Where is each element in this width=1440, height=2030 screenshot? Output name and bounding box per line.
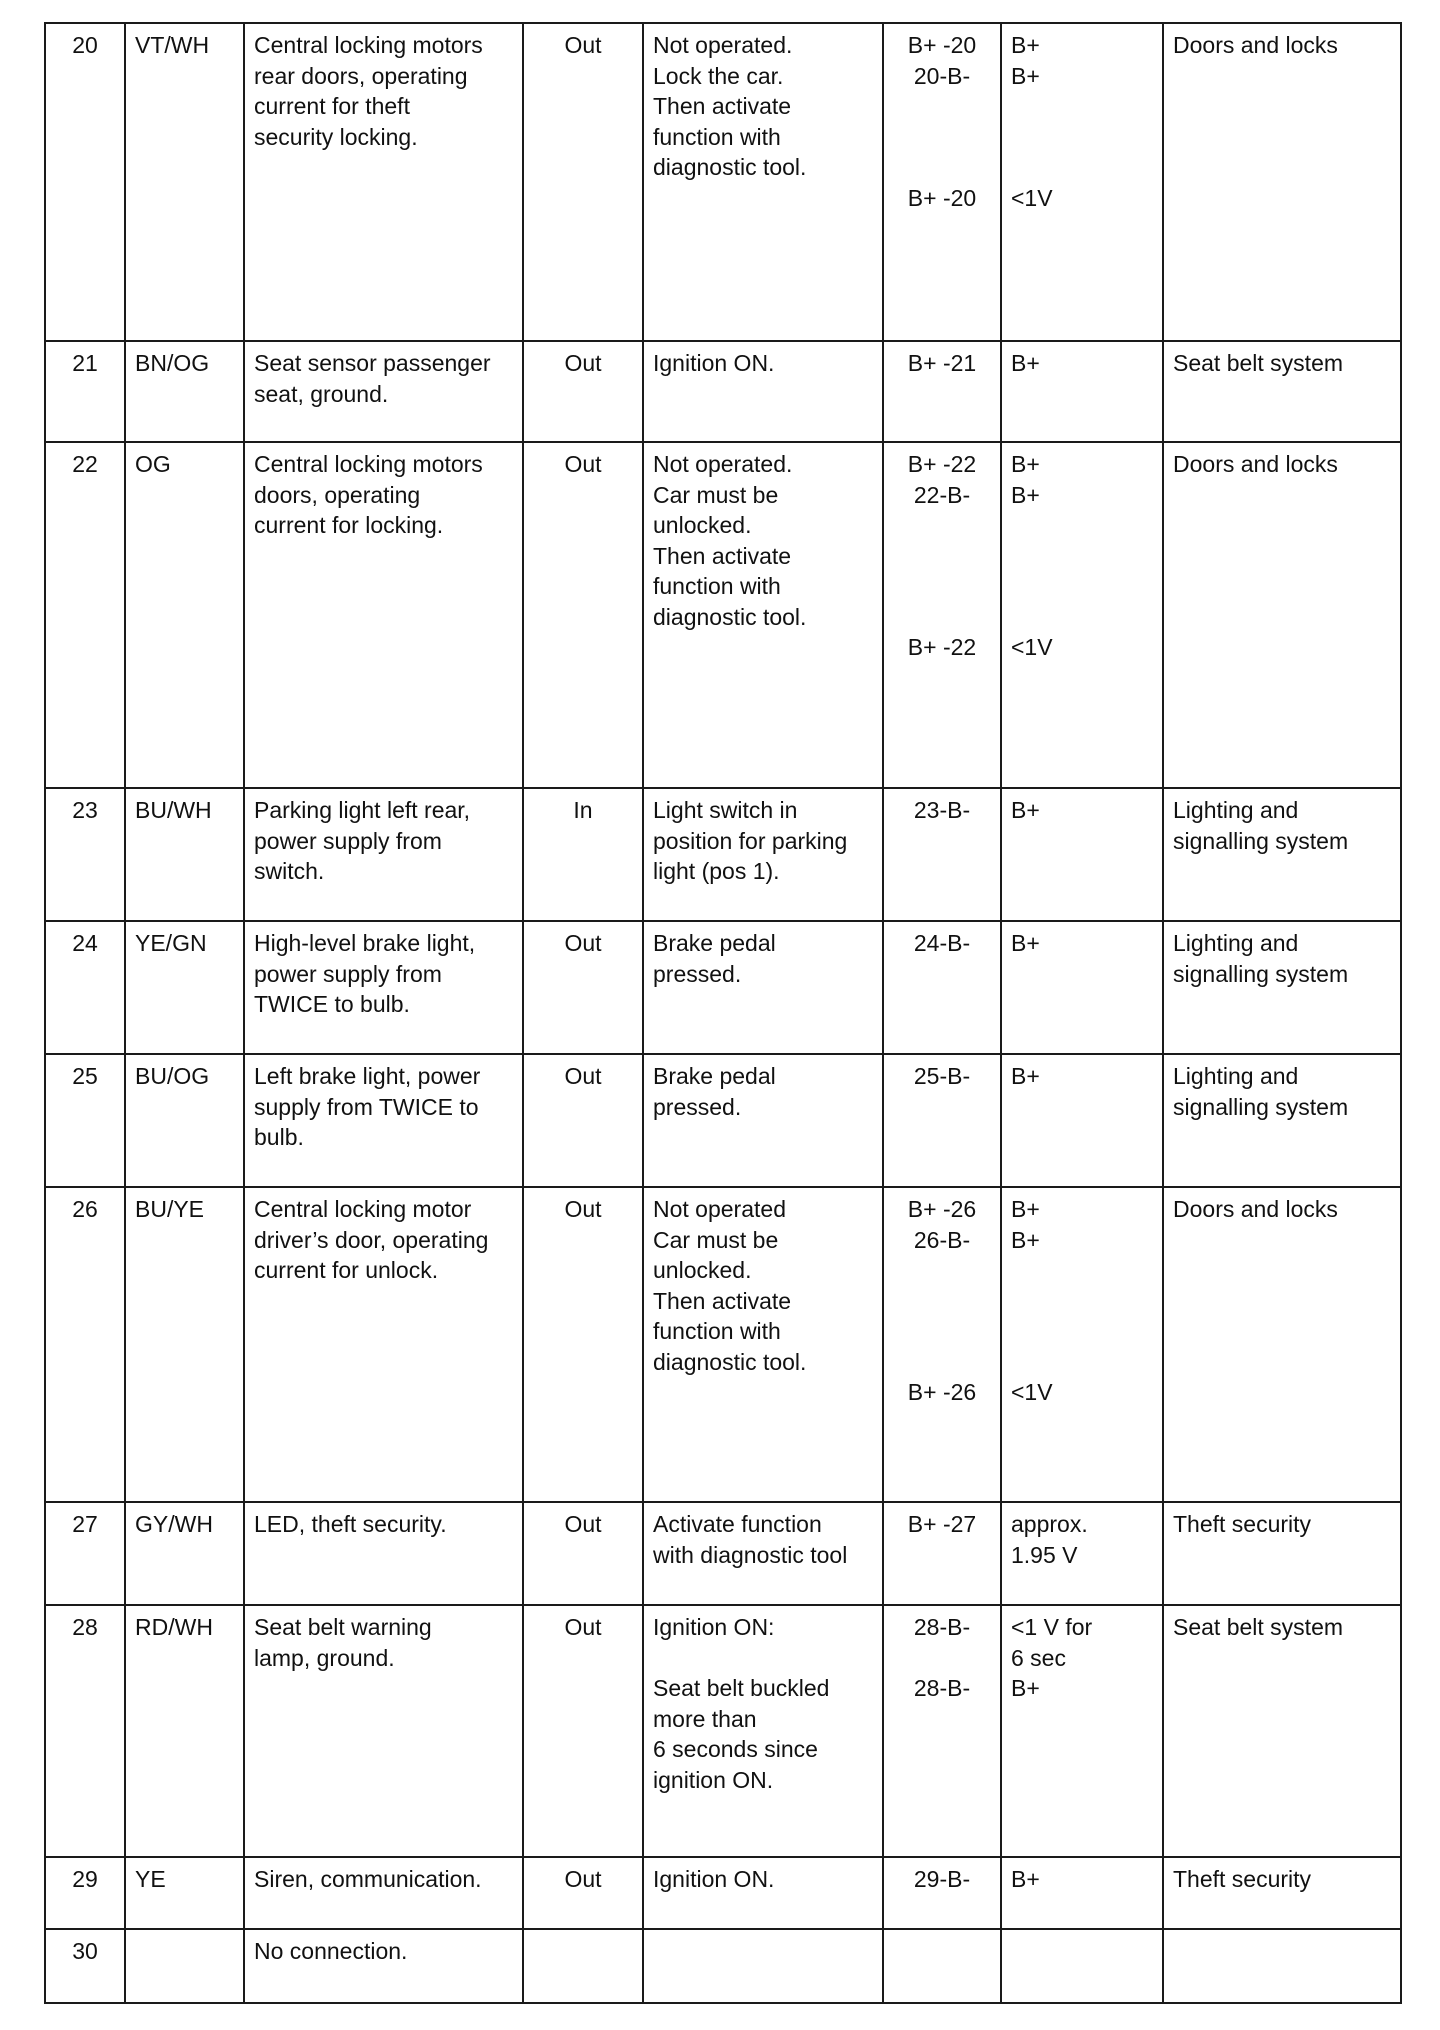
condition-line: ignition ON. [653,1766,774,1793]
pin-number: 21 [72,350,98,376]
description-line: seat, ground. [254,380,389,407]
measure-cell [883,341,1001,442]
table-row [45,1929,1401,2003]
pin-number: 28 [72,1614,98,1640]
system-name: Lighting and [1173,1063,1299,1089]
direction-cell [523,921,643,1054]
pin-number: 25 [72,1063,98,1089]
condition-line: Seat belt buckled [653,1675,830,1701]
condition-cell [643,23,883,341]
description-line: current for locking. [254,512,444,538]
condition-line: function with [653,573,781,599]
pin-number-cell [45,1857,125,1929]
wire-color: VT/WH [135,32,210,58]
description-line: TWICE to bulb. [254,991,410,1017]
value-cell [1001,921,1163,1054]
value-cell [1001,341,1163,442]
value-cell [1001,1502,1163,1605]
measure-point: 23-B- [913,797,971,823]
direction-cell [523,1187,643,1502]
system-name: Doors and locks [1173,1196,1338,1222]
condition-cell [643,1187,883,1502]
description-line: power supply from [254,827,442,854]
condition-cell [643,341,883,442]
description-line: Left brake light, power [254,1063,481,1089]
wire-color-cell [125,788,244,921]
condition-line: Ignition ON: [653,1614,775,1640]
description-cell [244,341,523,442]
condition-line: 6 seconds since [653,1736,818,1762]
condition-cell [643,1605,883,1857]
wire-color-cell [125,1857,244,1929]
measure-cell [883,1857,1001,1929]
table-row [45,442,1401,788]
wire-color: GY/WH [135,1511,213,1537]
table-row [45,1502,1401,1605]
signal-direction: In [573,797,593,823]
wire-color: BU/WH [135,797,212,823]
system-cell [1163,1605,1401,1857]
description-line: doors, operating [254,481,421,508]
wire-color: OG [135,451,171,477]
condition-line: function with [653,123,781,150]
condition-cell [643,1929,883,2003]
expected-value: B+ [1011,1226,1040,1253]
value-cell [1001,1605,1163,1857]
measure-point: 22-B- [913,481,971,508]
measure-cell [883,1929,1001,2003]
system-name: Seat belt system [1173,1614,1344,1640]
condition-line: Activate function [653,1511,822,1537]
wire-color: YE/GN [135,930,207,956]
system-cell [1163,1857,1401,1929]
condition-line: Car must be [653,1226,779,1253]
pin-table [44,22,1402,2004]
wire-color-cell [125,23,244,341]
description-line: LED, theft security. [254,1511,447,1537]
wire-color-cell [125,921,244,1054]
expected-value: B+ [1011,350,1040,376]
measure-point: 26-B- [913,1226,971,1253]
system-name: Doors and locks [1173,32,1338,58]
description-line: Central locking motors [254,451,483,477]
description-cell [244,1187,523,1502]
system-name: Lighting and [1173,930,1299,956]
condition-line: diagnostic tool. [653,603,807,630]
table-row [45,1857,1401,1929]
expected-value: <1V [1011,184,1053,211]
condition-line: with diagnostic tool [653,1541,848,1568]
description-line: lamp, ground. [254,1644,395,1671]
expected-value: B+ [1011,1196,1040,1222]
wire-color-cell [125,442,244,788]
system-cell [1163,788,1401,921]
wire-color: BU/YE [135,1196,205,1222]
condition-line: Brake pedal [653,1063,776,1089]
system-cell [1163,23,1401,341]
system-cell [1163,1187,1401,1502]
condition-cell [643,1054,883,1187]
pin-number-cell [45,788,125,921]
condition-line: unlocked. [653,512,752,538]
pin-number-cell [45,921,125,1054]
description-cell [244,1054,523,1187]
expected-value: B+ [1011,451,1040,477]
pin-number: 26 [72,1196,98,1222]
wire-color-cell [125,1502,244,1605]
system-cell [1163,341,1401,442]
expected-value: B+ [1011,481,1040,508]
description-line: High-level brake light, [254,930,476,956]
description-cell [244,23,523,341]
system-cell [1163,1054,1401,1187]
condition-cell [643,921,883,1054]
measure-point: 24-B- [913,930,971,956]
wire-color: BU/OG [135,1063,210,1089]
description-line: No connection. [254,1938,408,1964]
signal-direction: Out [564,32,602,58]
value-cell [1001,788,1163,921]
condition-line: Lock the car. [653,62,784,89]
system-name: Seat belt system [1173,350,1344,376]
condition-cell [643,442,883,788]
description-cell [244,1502,523,1605]
condition-line: Then activate [653,542,792,569]
wire-color-cell [125,1929,244,2003]
value-cell [1001,442,1163,788]
pin-number: 23 [72,797,98,823]
measure-point: B+ -20 [907,184,977,211]
table-row [45,921,1401,1054]
measure-point: B+ -27 [907,1511,977,1537]
direction-cell [523,1857,643,1929]
direction-cell [523,442,643,788]
pin-number: 29 [72,1866,98,1892]
signal-direction: Out [564,1614,602,1640]
expected-value: B+ [1011,797,1040,823]
description-cell [244,442,523,788]
signal-direction: Out [564,451,602,477]
table-row [45,788,1401,921]
measure-point: 28-B- [913,1614,971,1640]
condition-cell [643,788,883,921]
system-name: Theft security [1173,1511,1312,1537]
pin-number-cell [45,23,125,341]
expected-value: B+ [1011,62,1040,89]
expected-value: B+ [1011,930,1040,956]
description-line: power supply from [254,960,442,987]
expected-value: B+ [1011,32,1040,58]
direction-cell [523,788,643,921]
description-line: Central locking motor [254,1196,472,1222]
measure-point: B+ -22 [907,634,977,660]
signal-direction: Out [564,1511,602,1537]
condition-line: Not operated. [653,451,793,477]
condition-cell [643,1857,883,1929]
expected-value: <1V [1011,634,1053,660]
condition-line: Car must be [653,481,779,508]
condition-line: Not operated. [653,32,793,58]
description-line: Seat belt warning [254,1614,432,1640]
measure-point: B+ -21 [907,350,977,376]
condition-line: position for parking [653,827,848,854]
wire-color: RD/WH [135,1614,213,1640]
measure-point: 20-B- [913,62,971,89]
signal-direction: Out [564,1063,602,1089]
pin-number: 22 [72,451,98,477]
wire-color-cell [125,1054,244,1187]
measure-cell [883,1502,1001,1605]
table-row [45,1605,1401,1857]
measure-point: B+ -22 [907,451,977,477]
measure-cell [883,442,1001,788]
expected-value: B+ [1011,1063,1040,1089]
direction-cell [523,1502,643,1605]
value-cell [1001,1929,1163,2003]
table-row [45,341,1401,442]
pin-number: 30 [72,1938,98,1964]
condition-line: Not operated [653,1196,786,1222]
description-line: security locking. [254,123,418,150]
description-line: driver’s door, operating [254,1226,489,1253]
signal-direction: Out [564,350,602,376]
direction-cell [523,23,643,341]
description-line: supply from TWICE to [254,1093,479,1120]
table-row [45,1187,1401,1502]
measure-point: 29-B- [913,1866,971,1892]
system-name: signalling system [1173,827,1349,854]
condition-line: Ignition ON. [653,350,775,376]
condition-line: unlocked. [653,1257,752,1283]
description-line: switch. [254,858,325,884]
wire-color-cell [125,1605,244,1857]
direction-cell [523,1929,643,2003]
description-line: Parking light left rear, [254,797,471,823]
measure-cell [883,921,1001,1054]
description-cell [244,1929,523,2003]
expected-value: approx. [1011,1511,1088,1537]
condition-line: diagnostic tool. [653,154,807,180]
measure-point: B+ -26 [907,1196,977,1222]
direction-cell [523,1605,643,1857]
pin-number-cell [45,1054,125,1187]
pin-table-body [45,23,1401,2003]
value-cell [1001,1054,1163,1187]
wire-color: YE [135,1866,166,1892]
pin-number-cell [45,341,125,442]
direction-cell [523,1054,643,1187]
measure-cell [883,1605,1001,1857]
expected-value: B+ [1011,1675,1040,1701]
description-line: bulb. [254,1124,304,1150]
expected-value: B+ [1011,1866,1040,1892]
wire-color-cell [125,1187,244,1502]
condition-line: light (pos 1). [653,858,780,884]
pin-number: 24 [72,930,98,956]
system-name: signalling system [1173,1093,1349,1120]
expected-value: 6 sec [1011,1644,1066,1671]
expected-value: <1 V for [1011,1614,1093,1640]
signal-direction: Out [564,1866,602,1892]
wire-color: BN/OG [135,350,210,376]
condition-cell [643,1502,883,1605]
measure-cell [883,1187,1001,1502]
system-cell [1163,442,1401,788]
description-cell [244,921,523,1054]
description-cell [244,1857,523,1929]
system-name: signalling system [1173,960,1349,987]
value-cell [1001,1857,1163,1929]
signal-direction: Out [564,930,602,956]
condition-line: Light switch in [653,797,798,823]
system-cell [1163,1929,1401,2003]
condition-line: pressed. [653,1093,742,1120]
condition-line: more than [653,1705,757,1732]
expected-value: 1.95 V [1011,1541,1078,1568]
condition-line: diagnostic tool. [653,1348,807,1375]
value-cell [1001,23,1163,341]
condition-line: Ignition ON. [653,1866,775,1892]
condition-line: pressed. [653,960,742,987]
pin-number: 20 [72,32,98,58]
measure-cell [883,788,1001,921]
wire-color-cell [125,341,244,442]
table-row [45,23,1401,341]
pin-number: 27 [72,1511,98,1537]
condition-line: Then activate [653,93,792,119]
condition-line: function with [653,1318,781,1344]
description-line: Central locking motors [254,32,483,58]
system-cell [1163,921,1401,1054]
measure-point: B+ -26 [907,1379,977,1405]
description-line: Seat sensor passenger [254,350,491,376]
description-line: Siren, communication. [254,1866,482,1892]
measure-point: 28-B- [913,1675,971,1701]
description-line: current for unlock. [254,1257,439,1283]
system-name: Lighting and [1173,797,1299,823]
pin-number-cell [45,1929,125,2003]
system-cell [1163,1502,1401,1605]
table-row [45,1054,1401,1187]
pin-number-cell [45,1605,125,1857]
measure-cell [883,23,1001,341]
measure-point: 25-B- [913,1063,971,1089]
description-cell [244,1605,523,1857]
system-name: Doors and locks [1173,451,1338,477]
description-cell [244,788,523,921]
signal-direction: Out [564,1196,602,1222]
pin-number-cell [45,442,125,788]
condition-line: Then activate [653,1287,792,1314]
pin-number-cell [45,1502,125,1605]
measure-cell [883,1054,1001,1187]
value-cell [1001,1187,1163,1502]
description-line: rear doors, operating [254,62,468,89]
expected-value: <1V [1011,1379,1053,1405]
system-name: Theft security [1173,1866,1312,1892]
pin-number-cell [45,1187,125,1502]
direction-cell [523,341,643,442]
measure-point: B+ -20 [907,32,977,58]
condition-line: Brake pedal [653,930,776,956]
description-line: current for theft [254,93,410,119]
